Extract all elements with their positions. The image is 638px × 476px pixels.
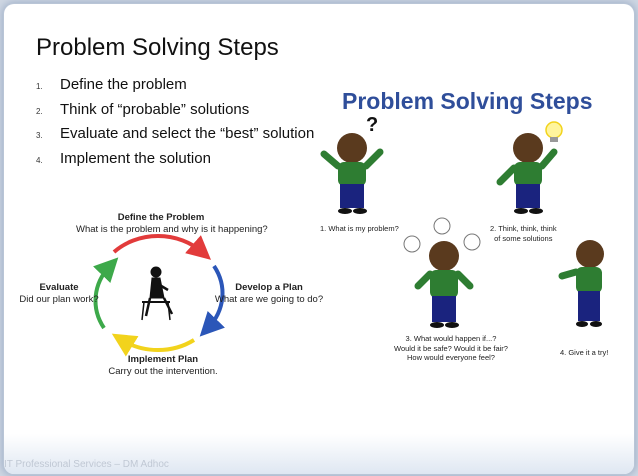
step-text: Think of “probable” solutions (60, 100, 250, 118)
cycle-develop-heading: Develop a Plan (235, 282, 303, 293)
caption-3-line3: How would everyone feel? (407, 353, 495, 362)
cycle-develop (214, 282, 324, 306)
slide-title: Problem Solving Steps (36, 34, 279, 61)
slide (4, 4, 634, 474)
step-number: 4. (36, 155, 43, 165)
caption-3-line2: Would it be safe? Would it be fair? (394, 343, 508, 353)
step-number: 3. (36, 131, 43, 140)
cycle-define-sub: What is the problem and why is it happening? (76, 224, 268, 235)
caption-2 (490, 224, 557, 243)
list-item (36, 101, 314, 126)
thinker-icon (142, 267, 172, 320)
cycle-define-heading: Define the Problem (117, 212, 205, 223)
step-text: Implement the solution (60, 149, 211, 167)
kid-wondering-icon (418, 241, 470, 328)
steps-list (36, 76, 314, 174)
kid-thinking-icon (324, 133, 380, 214)
red-arc (114, 236, 202, 252)
cycle-evaluate-heading: Evaluate (39, 282, 79, 293)
cycle-develop-sub: What are we going to do? (214, 294, 324, 305)
list-item (36, 150, 314, 175)
caption-1: 1. What is my problem? (320, 224, 399, 233)
cartoon-panel (314, 84, 609, 374)
step-text: Evaluate and select the “best” solution (60, 125, 315, 142)
caption-2-line2: of some solutions (494, 233, 553, 243)
caption-4: 4. Give it a try! (560, 348, 609, 357)
cycle-define (76, 212, 268, 236)
step-number: 2. (36, 106, 43, 116)
list-item (36, 125, 314, 150)
lightbulb-icon (546, 122, 562, 142)
kid-trying-icon (562, 240, 604, 327)
yellow-arc (122, 340, 194, 350)
cycle-evaluate (18, 282, 100, 306)
step-number: 1. (36, 82, 43, 91)
question-mark: ? (366, 114, 379, 136)
kid-idea-icon (500, 133, 554, 214)
cartoon-title: Problem Solving Steps (342, 88, 593, 114)
step-text: Define the problem (60, 76, 187, 93)
caption-3 (394, 334, 508, 363)
caption-3-line1: 3. What would happen if...? (405, 334, 497, 343)
caption-2-line1: 2. Think, think, think (490, 224, 557, 233)
problem-solving-cycle (18, 208, 328, 384)
cycle-implement-sub: Carry out the intervention. (108, 366, 218, 377)
cycle-implement-heading: Implement Plan (127, 354, 199, 365)
slide-footer: IT Professional Services – DM Adhoc (4, 459, 169, 470)
list-item (36, 76, 314, 101)
cycle-evaluate-sub: Did our plan work? (19, 294, 99, 305)
cycle-implement (98, 354, 228, 378)
